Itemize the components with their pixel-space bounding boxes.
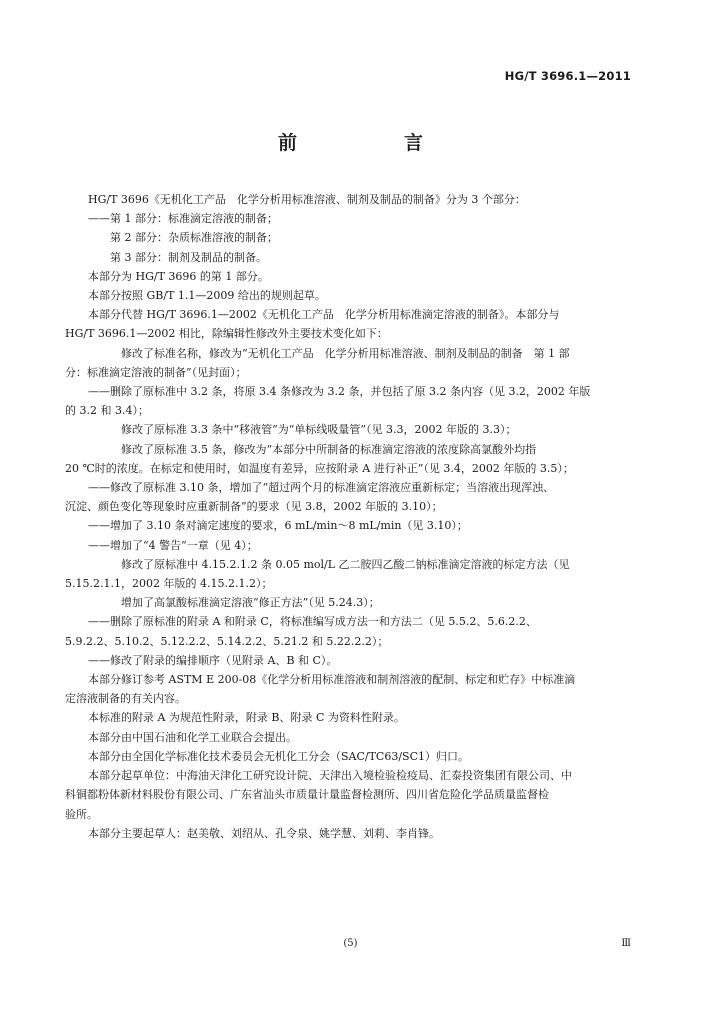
paragraph: 修改了原标准 3.3 条中“移液管”为“单标线吸量管”（见 3.3，2002 年版的 3.3）；	[121, 423, 517, 437]
paragraph: ——修改了附录的编排顺序（见附录 A、B 和 C）。	[88, 653, 338, 667]
page-number: Ⅲ	[621, 938, 631, 949]
paragraph: ——修改了原标准 3.10 条，增加了“超过两个月的标准滴定溶液应重新标定；当溶液出现浑浊、	[88, 481, 555, 495]
paragraph: 5.15.2.1.1，2002 年版的 4.15.2.1.2）；	[65, 577, 273, 591]
paragraph: 第 3 部分：制剂及制品的制备。	[110, 250, 267, 264]
paragraph: 修改了原标准中 4.15.2.1.2 条 0.05 mol/L 乙二胺四乙酸二钠标准滴定溶液的标定方法（见	[121, 557, 570, 571]
foreword-body	[65, 190, 633, 843]
paragraph: ——增加了 3.10 条对滴定速度的要求，6 mL/min～8 mL/min（见 3.10）；	[88, 519, 468, 533]
paragraph: 本部分主要起草人：赵美敬、刘绍从、孔令泉、姚学慧、刘莉、李肖锋。	[88, 826, 440, 840]
paragraph: 本标准的附录 A 为规范性附录，附录 B、附录 C 为资料性附录。	[88, 711, 405, 725]
page-title: 前 言	[277, 132, 467, 154]
paragraph: 本部分代替 HG/T 3696.1—2002《无机化工产品 化学分析用标准滴定溶液的制备》。本部分与	[88, 308, 560, 322]
paragraph: ——删除了原标准中 3.2 条，将原 3.4 条修改为 3.2 条，并包括了原 3.2 条内容（见 3.2，2002 年版	[88, 385, 591, 399]
paragraph: 定溶液制备的有关内容。	[65, 692, 186, 706]
paragraph: 验所。	[65, 807, 98, 821]
paragraph: 本部分起草单位：中海油天津化工研究设计院、天津出入境检验检疫局、汇泰投资集团有限公司、中	[88, 769, 572, 783]
paragraph: 本部分为 HG/T 3696 的第 1 部分。	[88, 269, 269, 283]
paragraph: 本部分由全国化学标准化技术委员会无机化工分会（SAC/TC63/SC1）归口。	[88, 749, 470, 763]
paragraph: 科铜都粉体新材料股份有限公司、广东省汕头市质量计量监督检测所、四川省危险化学品质量监督检	[65, 788, 549, 802]
paragraph: 的 3.2 和 3.4）；	[65, 404, 149, 418]
paragraph: 20 ℃时的浓度。在标定和使用时，如温度有差异，应按附录 A 进行补正”（见 3.4，2002 年版的 3.5）；	[65, 461, 574, 475]
paragraph: 5.9.2.2、5.10.2、5.12.2.2、5.14.2.2、5.21.2 和 5.22.2.2）；	[65, 634, 389, 648]
standard-number: HG/T 3696.1—2011	[504, 69, 631, 83]
paragraph: ——第 1 部分：标准滴定溶液的制备；	[88, 212, 278, 226]
paragraph: 修改了原标准 3.5 条，修改为“本部分中所制备的标准滴定溶液的浓度除高氯酸外均指	[121, 442, 537, 456]
paragraph: HG/T 3696.1—2002 相比，除编辑性修改外主要技术变化如下：	[65, 327, 388, 341]
paragraph: 分：标准滴定溶液的制备”（见封面）；	[65, 365, 247, 379]
paragraph: 沉淀、颜色变化等现象时应重新制备”的要求（见 3.8，2002 年版的 3.10）；	[65, 500, 443, 514]
paragraph: 增加了高氯酸标准滴定溶液“修正方法”（见 5.24.3）；	[121, 596, 380, 610]
footer-center-mark: (5)	[343, 938, 358, 949]
paragraph: 本部分修订参考 ASTM E 200-08《化学分析用标准溶液和制剂溶液的配制、标定和贮存》中标准滴	[88, 673, 576, 687]
paragraph: 本部分按照 GB/T 1.1—2009 给出的规则起草。	[88, 289, 326, 303]
paragraph: 本部分由中国石油和化学工业联合会提出。	[88, 730, 297, 744]
paragraph: 第 2 部分：杂质标准溶液的制备；	[110, 231, 278, 245]
paragraph: HG/T 3696《无机化工产品 化学分析用标准溶液、制剂及制品的制备》分为 3 个部分：	[88, 193, 526, 206]
paragraph: ——增加了“4 警告”一章（见 4）；	[88, 538, 258, 552]
paragraph: 修改了标准名称，修改为“无机化工产品 化学分析用标准溶液、制剂及制品的制备 第 1 部	[121, 346, 570, 360]
paragraph: ——删除了原标准的附录 A 和附录 C，将标准编写成方法一和方法二（见 5.5.2、5.6.2.2、	[88, 615, 537, 629]
